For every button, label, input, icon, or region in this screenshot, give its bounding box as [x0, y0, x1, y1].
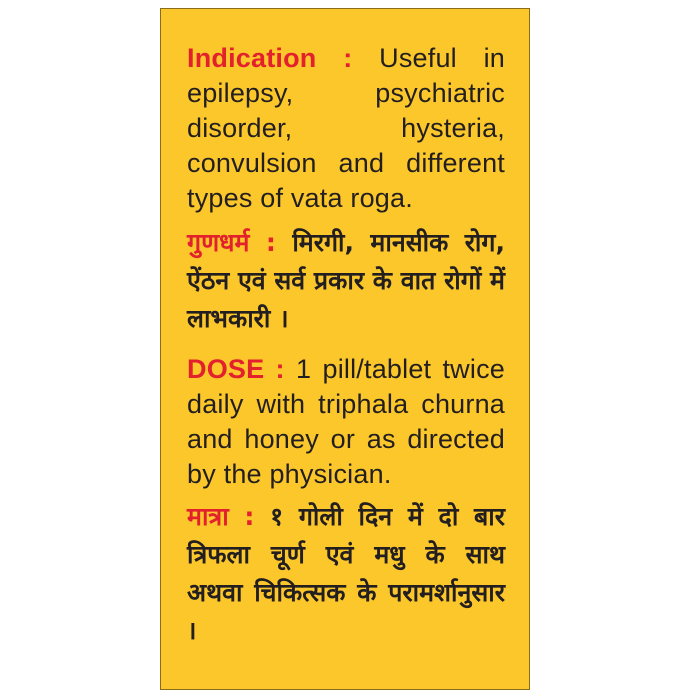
gundharma-heading: गुणधर्म :	[187, 228, 276, 257]
gundharma-text: मिरगी, मानसीक रोग, ऐंठन एवं सर्व प्रकार के वात रोगों में लाभकारी ।	[187, 228, 505, 333]
matra-text: १ गोली दिन में दो बार त्रिफला चूर्ण एवं मधु के साथ अथवा चिकित्सक के परामर्शानुसार ।	[187, 502, 505, 645]
indication-text: Useful in epilepsy, psychiatric disorder, hysteria, convulsion and different types of vata roga.	[187, 43, 505, 213]
product-label-panel	[160, 8, 530, 690]
dose-text: 1 pill/tablet twice daily with triphala churna and honey or as directed by the physician.	[187, 354, 505, 489]
dose-section	[187, 352, 505, 492]
indication-heading: Indication :	[187, 43, 353, 73]
dose-heading: DOSE :	[187, 354, 285, 384]
indication-section	[187, 41, 505, 216]
matra-section	[187, 498, 505, 650]
matra-heading: मात्रा :	[187, 502, 255, 531]
gundharma-section	[187, 224, 505, 338]
